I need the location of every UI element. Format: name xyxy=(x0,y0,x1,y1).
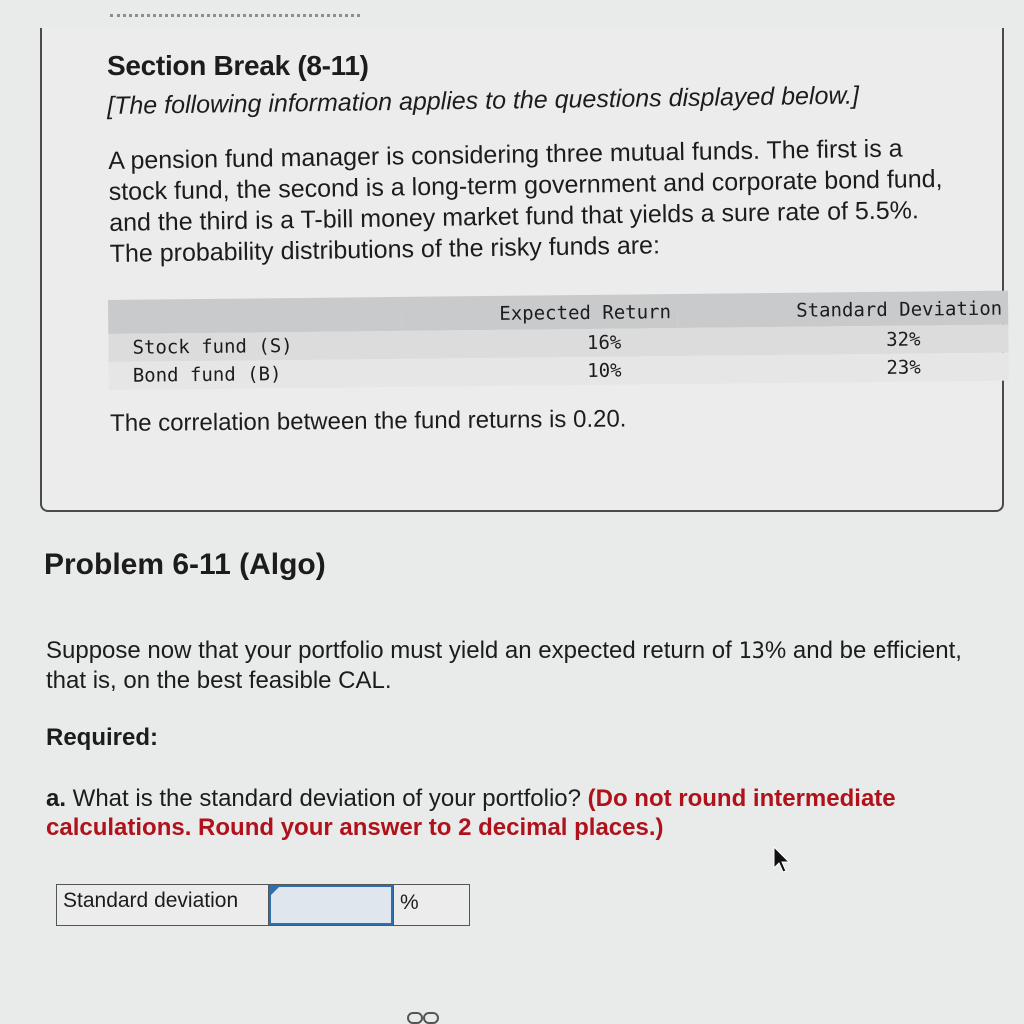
answer-input-wrapper xyxy=(269,885,393,925)
top-dotted-divider xyxy=(110,14,360,21)
answer-unit: % xyxy=(393,885,469,925)
std-dev-value: 23% xyxy=(886,356,921,379)
answer-row xyxy=(56,884,470,926)
standard-deviation-input[interactable] xyxy=(269,885,393,925)
header-standard-deviation: Standard Deviation xyxy=(796,297,1003,322)
intro-paragraph: A pension fund manager is considering three mutual funds. The first is a stock fund, the second is a long-term government and corporate bond fund, and the third is a T-bill money market fund that yields a sure rate of 5.5%. The probability distributions of the risky funds are: xyxy=(108,134,943,268)
problem-text-after: % and be efficient, that is, on the best feasible CAL. xyxy=(46,637,962,694)
question-part-letter: a. xyxy=(46,785,67,812)
problem-text-before: Suppose now that your portfolio must yield an expected return of xyxy=(46,637,739,664)
required-return-value: 13 xyxy=(738,639,765,664)
section-note: [The following information applies to the questions displayed below.] xyxy=(107,81,860,120)
required-label: Required: xyxy=(46,724,159,751)
question-a xyxy=(46,784,996,842)
answer-label: Standard deviation xyxy=(57,885,269,925)
section-title: Section Break (8-11) xyxy=(107,50,369,81)
header-fund xyxy=(108,297,401,334)
fund-name: Bond fund (B) xyxy=(132,363,282,387)
rounding-instruction: (Do not round intermediate calculations. Round your answer to 2 decimal places.) xyxy=(46,785,896,841)
fund-name: Stock fund (S) xyxy=(132,335,293,359)
problem-statement xyxy=(46,636,986,695)
mouse-cursor-icon xyxy=(772,846,792,874)
link-icon[interactable] xyxy=(406,1010,440,1024)
question-text: What is the standard deviation of your portfolio? xyxy=(66,785,588,812)
probability-distribution-table xyxy=(108,291,1009,390)
expected-return-value: 16% xyxy=(586,331,622,354)
header-expected-return: Expected Return xyxy=(499,301,672,325)
correlation-text: The correlation between the fund returns is 0.20. xyxy=(110,405,627,437)
std-dev-value: 32% xyxy=(886,328,921,351)
problem-title: Problem 6-11 (Algo) xyxy=(44,548,326,581)
expected-return-value: 10% xyxy=(587,359,622,382)
